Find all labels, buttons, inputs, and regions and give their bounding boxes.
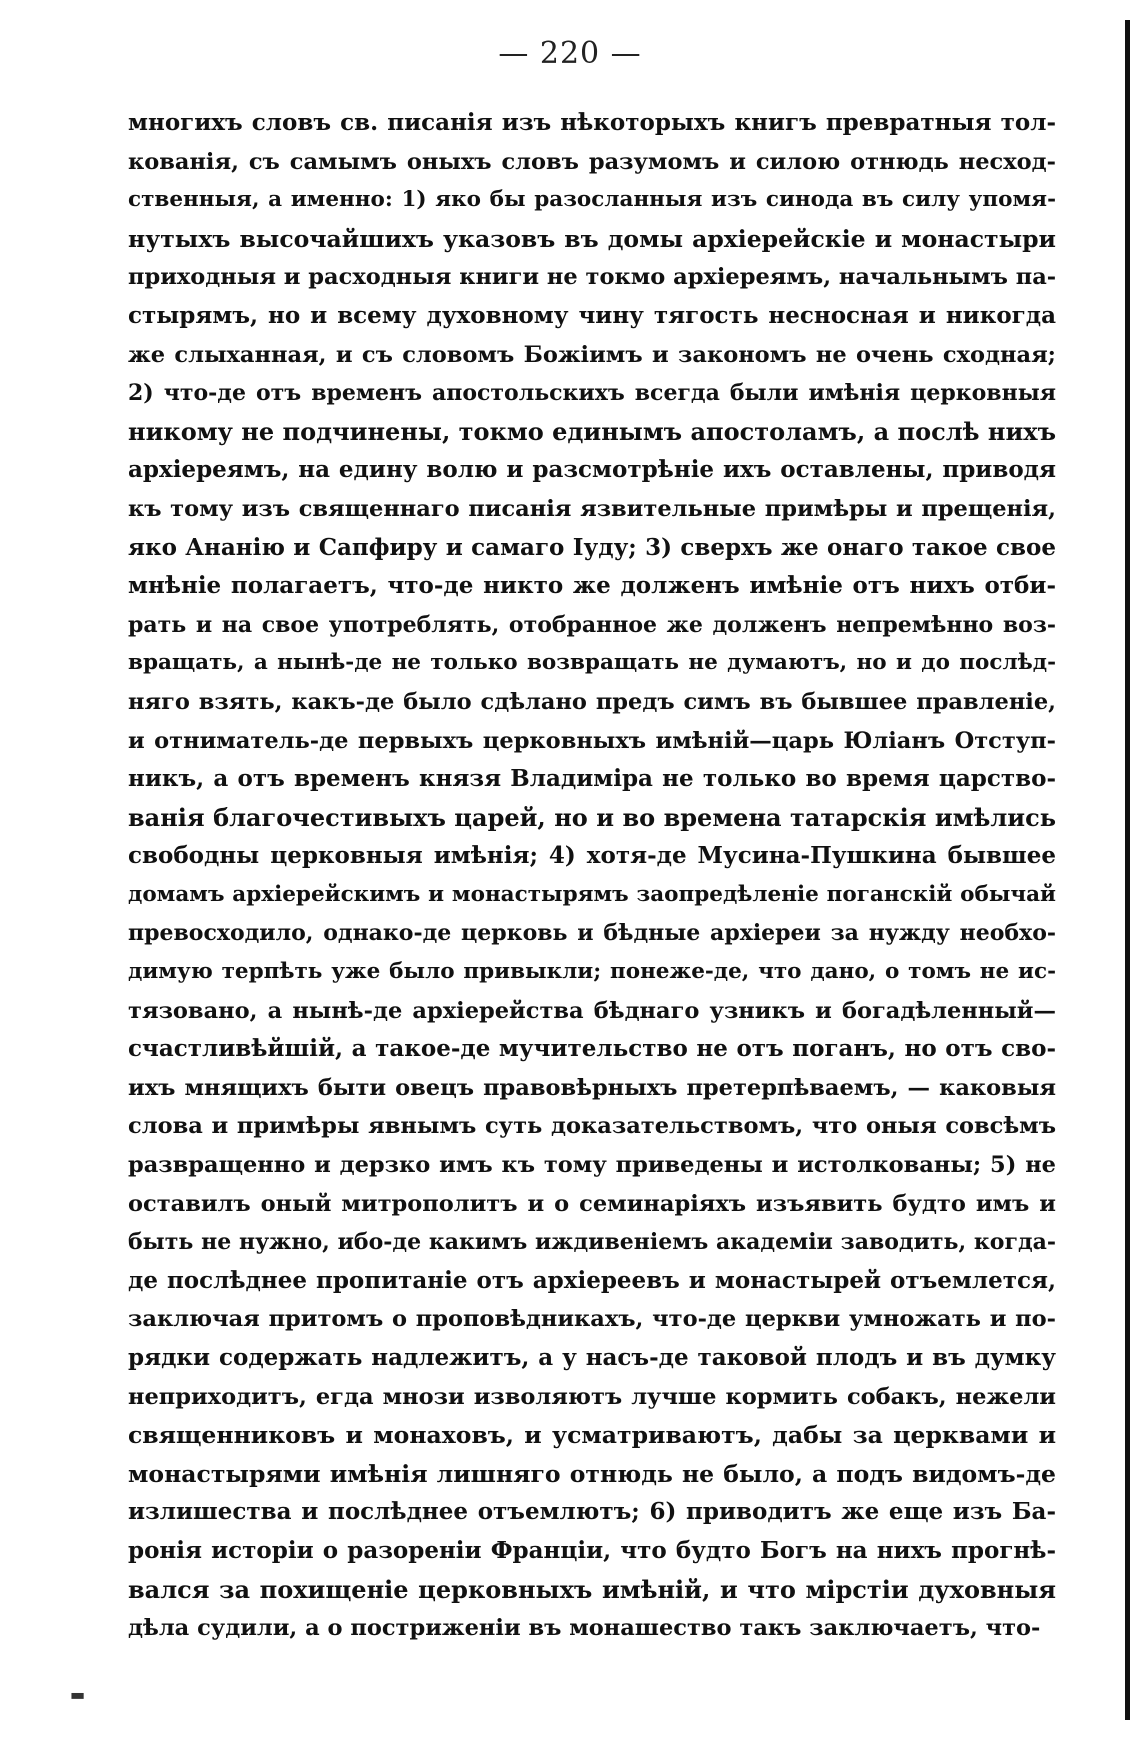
text-line: мнѣніе полагаетъ, что-де никто же долженъ имѣніе отъ нихъ отби- xyxy=(128,572,1056,600)
text-line: де послѣднее пропитаніе отъ архіереевъ и монастырей отъемлется, xyxy=(128,1266,1056,1294)
text-line: яко Ананію и Сапфиру и самаго Іуду; 3) сверхъ же онаго такое свое xyxy=(128,533,1056,561)
text-line: заключая притомъ о проповѣдникахъ, что-де церкви умножать и по- xyxy=(128,1306,1056,1333)
text-line: домамъ архіерейскимъ и монастырямъ заопредѣленіе поганскій обычай xyxy=(128,881,1056,907)
text-line: монастырями имѣнія лишняго отнюдь не было, а подъ видомъ-де xyxy=(128,1459,1056,1488)
page-number: — 220 — xyxy=(498,36,642,71)
scan-artifact-mark: ▬ xyxy=(70,1685,86,1704)
text-line: счастливѣйшій, а такое-де мучительство не отъ поганъ, но отъ сво- xyxy=(128,1035,1056,1063)
text-line: развращенно и дерзко имъ къ тому приведены и истолкованы; 5) не xyxy=(128,1152,1056,1179)
text-line: излишества и послѣднее отъемлютъ; 6) приводитъ же еще изъ Ба- xyxy=(128,1498,1056,1526)
text-line: рать и на свое употреблять, отобранное же долженъ непремѣнно воз- xyxy=(128,611,1056,638)
text-line: къ тому изъ священнаго писанія язвительные примѣры и прещенія, xyxy=(128,495,1056,522)
text-line: свободны церковныя имѣнія; 4) хотя-де Мусина-Пушкина бывшее xyxy=(128,842,1056,870)
text-line: архіереямъ, на едину волю и разсмотрѣніе ихъ оставлены, приводя xyxy=(128,456,1056,484)
text-line: 2) что-де отъ временъ апостольскихъ всегда были имѣнія церковныя xyxy=(128,380,1056,407)
text-line: же слыханная, и съ словомъ Божіимъ и закономъ не очень сходная; xyxy=(128,341,1056,368)
text-line: димую терпѣть уже было привыкли; понеже-де, что дано, о томъ не ис- xyxy=(128,959,1056,985)
text-line: рядки содержать надлежитъ, а у насъ-де таковой плодъ и въ думку xyxy=(128,1344,1056,1371)
text-line: никому не подчинены, токмо единымъ апостоламъ, а послѣ нихъ xyxy=(128,416,1056,446)
text-line: никъ, а отъ временъ князя Владиміра не только во время царство- xyxy=(128,765,1056,793)
text-line: няго взять, какъ-де было сдѣлано предъ симъ въ бывшее правленіе, xyxy=(128,688,1056,715)
text-line: и отниматель-де первыхъ церковныхъ имѣній—царь Юліанъ Отступ- xyxy=(128,727,1056,754)
text-line: кованія, съ самымъ оныхъ словъ разумомъ и силою отнюдь несход- xyxy=(128,148,1056,175)
text-line: многихъ словъ св. писанія изъ нѣкоторыхъ книгъ превратныя тол- xyxy=(128,109,1056,136)
text-line: священниковъ и монаховъ, и усматриваютъ, дабы за церквами и xyxy=(128,1421,1056,1450)
text-line: слова и примѣры явнымъ суть доказательствомъ, что оныя совсѣмъ xyxy=(128,1113,1056,1140)
text-line: стырямъ, но и всему духовному чину тягость несносная и никогда xyxy=(128,301,1056,329)
text-line: вался за похищеніе церковныхъ имѣній, и что мірстіи духовныя xyxy=(128,1574,1056,1604)
text-line: вращать, а нынѣ-де не только возвращать не думаютъ, но и до послѣд- xyxy=(128,650,1056,676)
body-text xyxy=(128,104,1056,1648)
text-line: приходныя и расходныя книги не токмо архіереямъ, начальнымъ па- xyxy=(128,264,1056,291)
text-line: ихъ мнящихъ быти овецъ правовѣрныхъ претерпѣваемъ, — каковыя xyxy=(128,1074,1056,1101)
text-line: дѣла судили, а о постриженіи въ монашество такъ заключаетъ, что- xyxy=(128,1615,1041,1642)
text-line: тязовано, а нынѣ-де архіерейства бѣднаго узникъ и богадѣленный— xyxy=(128,997,1056,1024)
page-edge-rule xyxy=(1125,20,1130,1720)
text-line: превосходило, однако-де церковь и бѣдные архіереи за нужду необхо- xyxy=(128,920,1056,947)
text-line: неприходитъ, егда мнози изволяютъ лучше кормить собакъ, нежели xyxy=(128,1383,1056,1410)
text-line: оставилъ оный митрополитъ и о семинаріяхъ изъявить будто имъ и xyxy=(128,1190,1056,1217)
text-line: ронія исторіи о разореніи Франціи, что будто Богъ на нихъ прогнѣ- xyxy=(128,1536,1056,1564)
text-line: нутыхъ высочайшихъ указовъ въ домы архіерейскіе и монастыри xyxy=(128,224,1056,253)
text-line: ванія благочестивыхъ царей, но и во времена татарскія имѣлись xyxy=(128,802,1056,832)
text-line: быть не нужно, ибо-де какимъ иждивеніемъ академіи заводить, когда- xyxy=(128,1229,1056,1256)
text-line: ственныя, а именно: 1) яко бы разосланныя изъ синода въ силу упомя- xyxy=(128,187,1056,213)
